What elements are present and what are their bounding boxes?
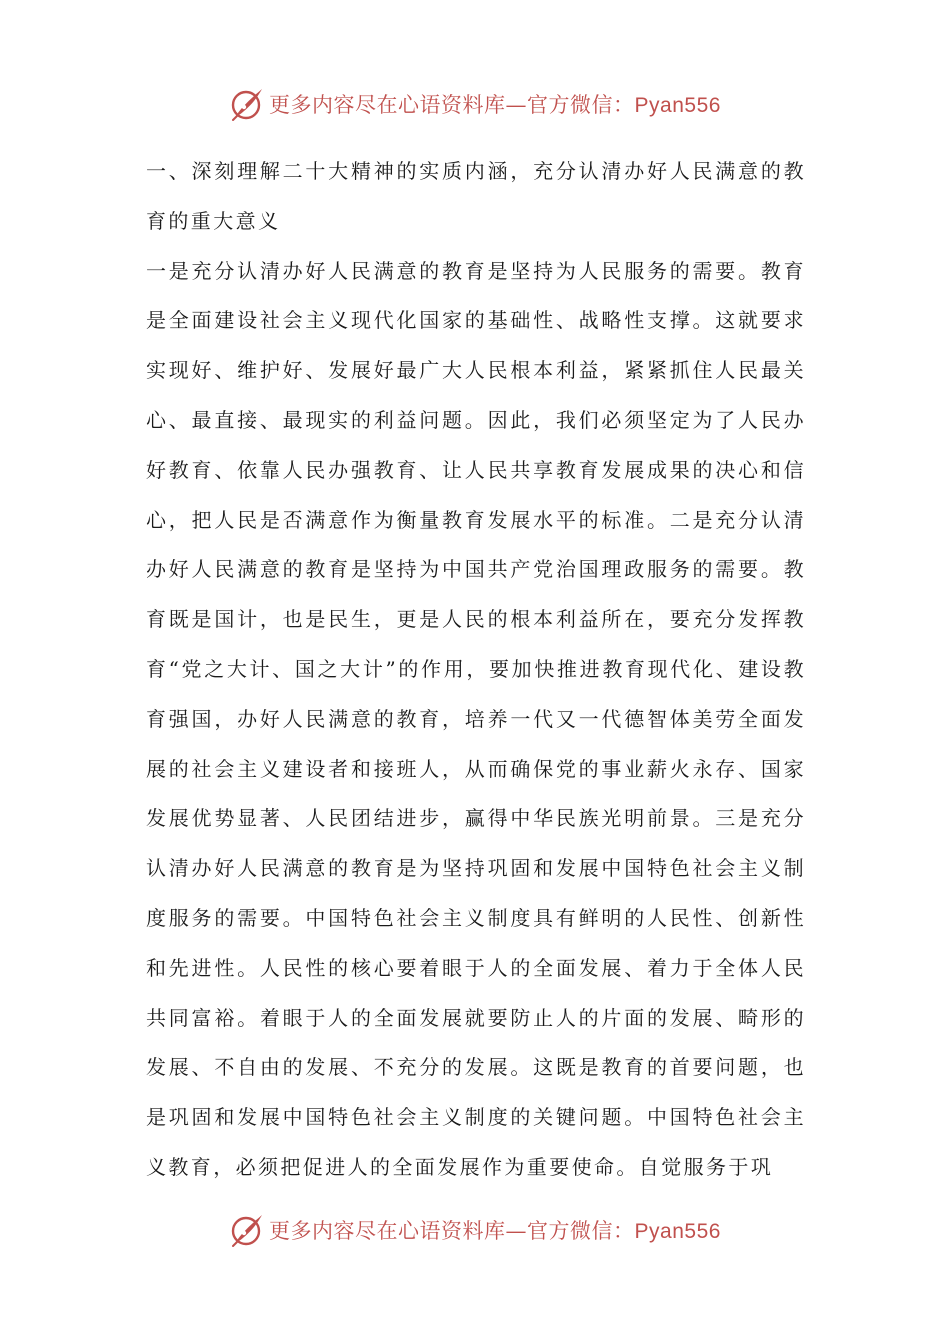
section-heading: 一、深刻理解二十大精神的实质内涵，充分认清办好人民满意的教育的重大意义 — [146, 159, 806, 233]
header-watermark — [0, 84, 950, 124]
watermark-site: 更多内容尽在心语资料库 — [269, 1219, 506, 1243]
quill-logo-icon — [229, 1212, 265, 1248]
watermark-contact-id: Pyan556 — [634, 94, 721, 117]
watermark-dash: — — [505, 93, 528, 117]
footer-watermark — [0, 1210, 950, 1250]
watermark-text — [269, 89, 721, 119]
watermark-dash: — — [505, 1219, 528, 1243]
watermark-site: 更多内容尽在心语资料库 — [269, 93, 506, 117]
body-paragraph: 一是充分认清办好人民满意的教育是坚持为人民服务的需要。教育是全面建设社会主义现代化国家的基础性、战略性支撑。这就要求实现好、维护好、发展好最广大人民根本利益，紧紧抓住人民最关心、最直接、最现实的利益问题。因此，我们必须坚定为了人民办好教育、依靠人民办强教育、让人民共享教育发展成果的决心和信心，把人民是否满意作为衡量教育发展水平的标准。二是充分认清办好人民满意的教育是坚持为中国共产党治国理政服务的需要。教育既是国计，也是民生，更是人民的根本利益所在，要充分发挥教育“党之大计、国之大计”的作用，要加快推进教育现代化、建设教育强国，办好人民满意的教育，培养一代又一代德智体美劳全面发展的社会主义建设者和接班人，从而确保党的事业薪火永存、国家发展优势显著、人民团结进步，赢得中华民族光明前景。三是充分认清办好人民满意的教育是为坚持巩固和发展中国特色社会主义制度服务的需要。中国特色社会主义制度具有鲜明的人民性、创新性和先进性。人民性的核心要着眼于人的全面发展、着力于全体人民共同富裕。着眼于人的全面发展就要防止人的片面的发展、畸形的发展、不自由的发展、不充分的发展。这既是教育的首要问题，也是巩固和发展中国特色社会主义制度的关键问题。中国特色社会主义教育，必须把促进人的全面发展作为重要使命。自觉服务于巩 — [146, 258, 806, 1179]
quill-logo-icon — [229, 86, 265, 122]
document-body — [146, 147, 806, 1193]
watermark-contact-label: 官方微信： — [527, 1219, 635, 1243]
watermark-contact-id: Pyan556 — [634, 1220, 721, 1243]
watermark-text — [269, 1215, 721, 1245]
watermark-contact-label: 官方微信： — [527, 93, 635, 117]
